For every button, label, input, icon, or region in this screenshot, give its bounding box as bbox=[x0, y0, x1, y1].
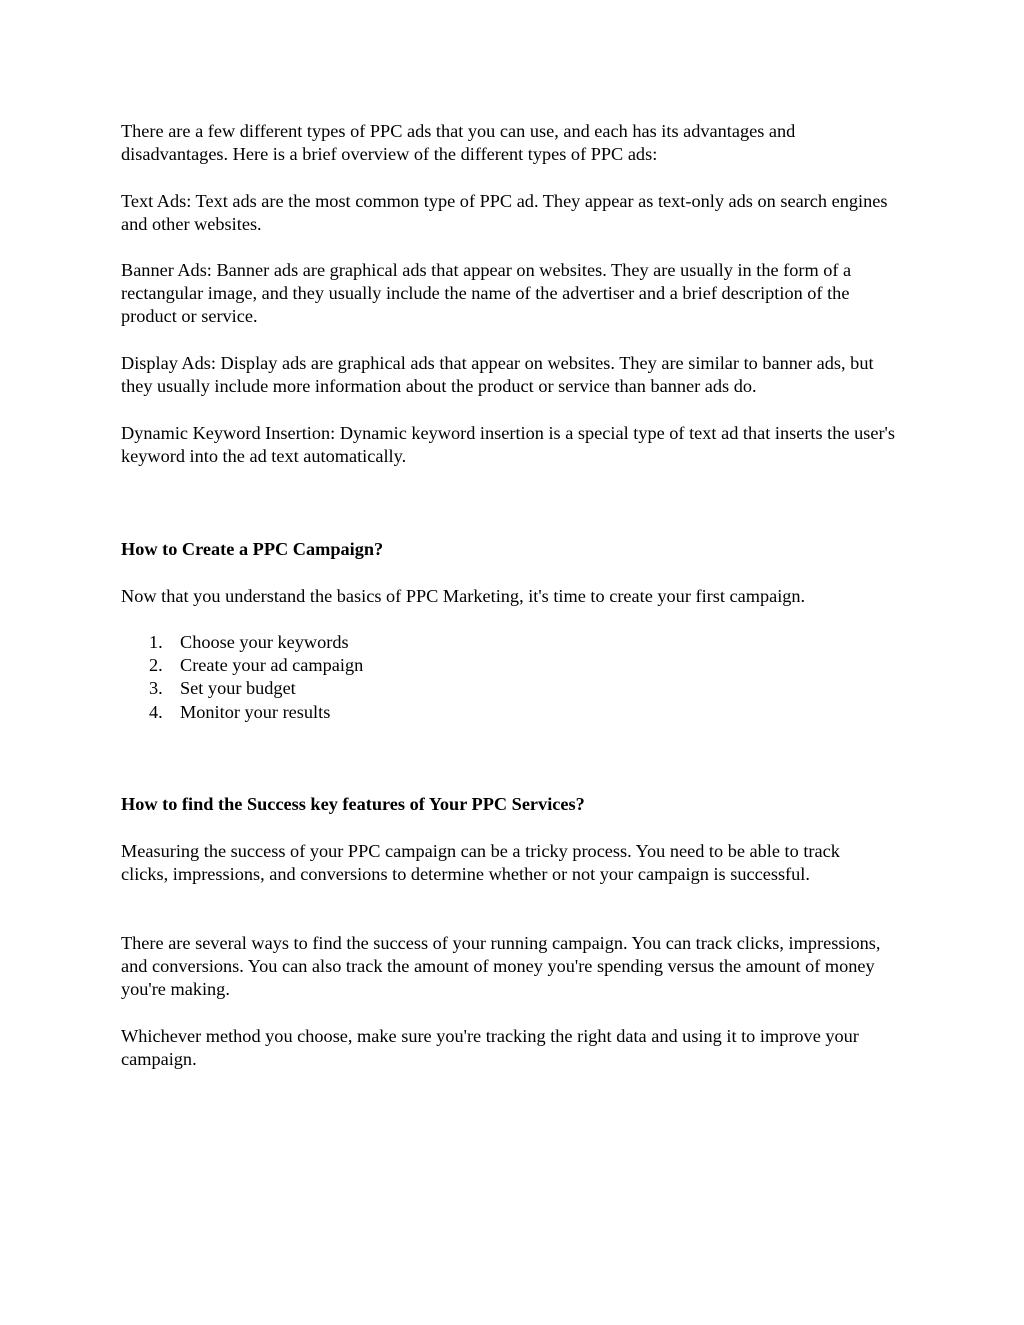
campaign-intro-text: Now that you understand the basics of PPC Marketing, it's time to create your first campaign. bbox=[121, 586, 806, 606]
list-item-number: 3. bbox=[149, 678, 163, 699]
list-item bbox=[121, 654, 911, 677]
list-item-label: Set your budget bbox=[180, 678, 296, 699]
text-ads-paragraph bbox=[121, 190, 911, 236]
display-ads-text: Display Ads: Display ads are graphical ads that appear on websites. They are similar to banner ads, but they usually include more information about the product or service than banner ads do. bbox=[121, 353, 874, 397]
dynamic-keyword-paragraph bbox=[121, 422, 896, 468]
list-item-number: 2. bbox=[149, 655, 163, 676]
display-ads-paragraph bbox=[121, 352, 891, 398]
campaign-section-heading bbox=[121, 538, 911, 561]
list-item-label: Create your ad campaign bbox=[180, 655, 364, 676]
success-ways-paragraph bbox=[121, 932, 886, 1002]
list-item bbox=[121, 677, 911, 700]
success-ways-text: There are several ways to find the success of your running campaign. You can track clicks, impressions, and conversions. You can also track the amount of money you're spending versus the amount of money you're making. bbox=[121, 933, 881, 1000]
success-method-text: Whichever method you choose, make sure you're tracking the right data and using it to improve your campaign. bbox=[121, 1026, 859, 1070]
success-method-paragraph bbox=[121, 1025, 896, 1071]
campaign-intro-paragraph bbox=[121, 585, 911, 608]
list-item-label: Choose your keywords bbox=[180, 632, 349, 652]
success-heading: How to find the Success key features of Your PPC Services? bbox=[121, 794, 585, 814]
banner-ads-paragraph bbox=[121, 259, 896, 329]
list-item bbox=[121, 701, 911, 724]
campaign-heading: How to Create a PPC Campaign? bbox=[121, 539, 384, 559]
campaign-steps-list bbox=[121, 631, 911, 724]
intro-paragraph bbox=[121, 120, 866, 166]
success-measure-paragraph bbox=[121, 840, 881, 886]
success-measure-text: Measuring the success of your PPC campaign can be a tricky process. You need to be able to track clicks, impressions, and conversions to determine whether or not your campaign is successful. bbox=[121, 841, 840, 885]
list-item bbox=[121, 631, 911, 654]
list-item-number: 1. bbox=[149, 632, 163, 652]
list-item-number: 4. bbox=[149, 701, 163, 722]
text-ads-text: Text Ads: Text ads are the most common type of PPC ad. They appear as text-only ads on search engines and other websites. bbox=[121, 191, 888, 235]
success-section-heading bbox=[121, 793, 911, 816]
intro-text: There are a few different types of PPC ads that you can use, and each has its advantages and disadvantages. Here is a brief overview of the different types of PPC ads: bbox=[121, 121, 796, 165]
list-item-label: Monitor your results bbox=[180, 701, 331, 722]
dynamic-keyword-text: Dynamic Keyword Insertion: Dynamic keyword insertion is a special type of text ad that inserts the user's keyword into the ad text automatically. bbox=[121, 423, 895, 467]
banner-ads-text: Banner Ads: Banner ads are graphical ads that appear on websites. They are usually in the form of a rectangular image, and they usually include the name of the advertiser and a brief description of the product or service. bbox=[121, 260, 852, 327]
